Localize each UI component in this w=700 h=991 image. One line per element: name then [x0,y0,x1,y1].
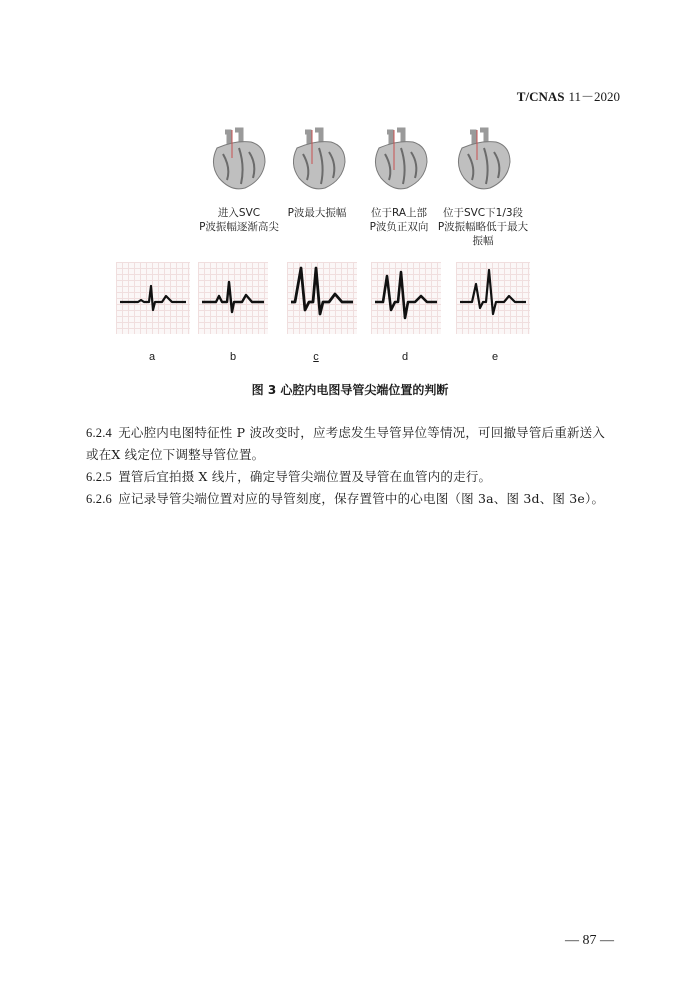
stage-caption-line: P波负正双向 [369,221,429,233]
paragraph-text: 应记录导管尖端位置对应的导管刻度，保存置管中的心电图（图 3a、图 3d、图 3e）。 [118,491,605,506]
section-number: 6.2.5 [86,470,112,484]
ecg-strip-c [287,262,357,334]
stage-caption-line: 振幅 [472,235,494,247]
stage-caption-4 [428,206,538,248]
stage-caption-line: P波振幅略低于最大 [437,221,529,233]
ecg-strip-e [456,262,530,334]
paragraph-6-2-5 [86,466,616,488]
heart-illustration-3 [367,124,433,194]
section-number: 6.2.6 [86,492,112,506]
standard-code-number: 11－2020 [568,89,620,104]
ecg-label-d: d [401,351,409,363]
ecg-label-c: c [313,351,319,363]
paragraph-6-2-4 [86,422,616,466]
paragraph-6-2-6 [86,488,616,510]
page-number: — 87 — [565,933,614,948]
stage-caption-line: P波振幅逐渐高尖 [199,221,279,233]
ecg-label-b: b [229,351,237,363]
ecg-strip-a [116,262,190,334]
paragraph-text: 置管后宜拍摄 X 线片，确定导管尖端位置及导管在血管内的走行。 [118,469,492,484]
heart-illustration-1 [205,124,271,194]
ecg-label-e: e [491,351,499,363]
standard-code [517,86,620,105]
standard-code-prefix: T/CNAS [516,89,565,104]
ecg-strip-d [371,262,441,334]
heart-illustration-2 [285,124,351,194]
ecg-label-a: a [148,351,156,363]
stage-caption-line: 位于RA上部 [370,207,428,219]
stage-caption-line: 位于SVC下1/3段 [442,207,524,219]
stage-caption-line: P波最大振幅 [287,207,347,219]
section-number: 6.2.4 [86,426,112,440]
stage-caption-line: 进入SVC [217,207,261,219]
paragraph-text: 无心腔内电图特征性 P 波改变时，应考虑发生导管异位等情况，可回撤导管后重新送入或在X 线定位下调整导管位置。 [86,425,606,462]
heart-illustration-4 [450,124,516,194]
figure-title: 图 3 心腔内电图导管尖端位置的判断 [251,383,449,397]
ecg-strip-b [198,262,268,334]
